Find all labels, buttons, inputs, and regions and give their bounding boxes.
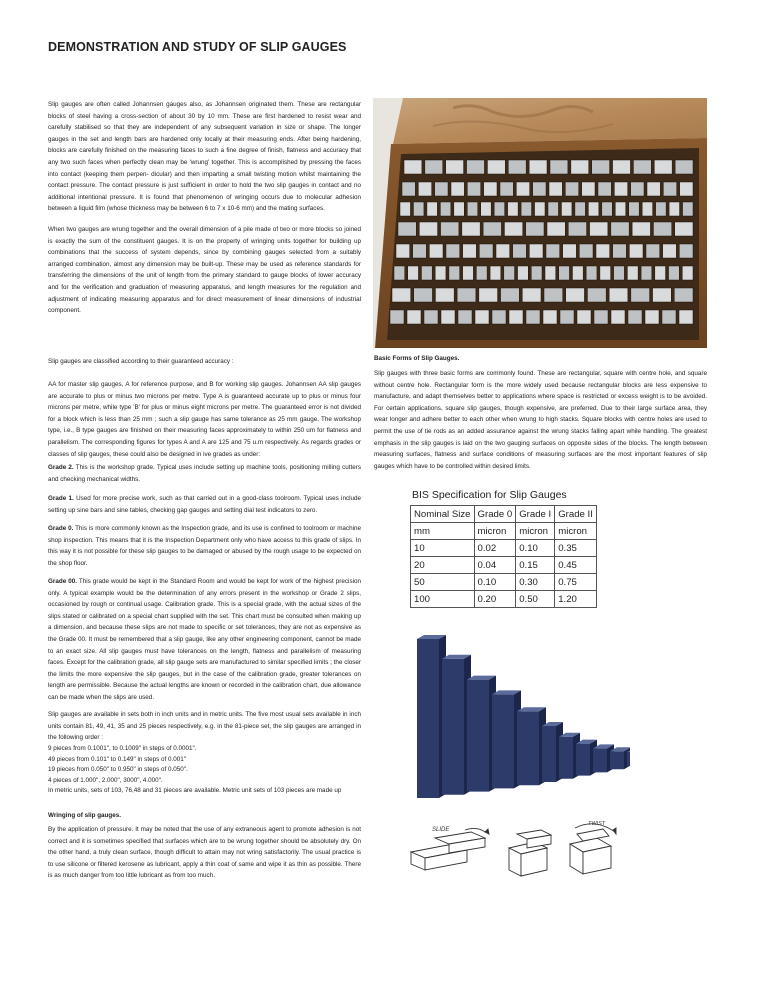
table-cell: 10	[411, 540, 475, 557]
wringing-paragraph: By the application of pressure. It may be noted that the use of any extraneous agent to promote adhesion is not correct and it is sometimes specified that surfaces which are to be wrung together should be absolutely dry. On the other hand, a truly clean surface, though difficult to attain may not wring satisfactorily. The usual practice is to use silicone or filtered kerosene as lubricant, apply a thin coat of same and wipe it as thin as possible. There is as much danger from too little lubricant as from too much.	[48, 826, 361, 880]
table-cell: 0.75	[555, 574, 597, 591]
table-row	[411, 591, 597, 608]
table-cell: 0.10	[474, 574, 516, 591]
table-cell: 50	[411, 574, 475, 591]
table-header-row	[411, 506, 597, 523]
bis-spec-table	[410, 505, 597, 608]
bis-table-title: BIS Specification for Slip Gauges	[412, 489, 567, 501]
table-cell: 0.35	[555, 540, 597, 557]
accuracy-paragraph: AA for master slip gauges, A for reference purpose, and B for working slip gauges. Johannsen AA slip gauges are accurate to plus or minus two microns per metre. Type A is guaranteed accurate up to plus or minus four microns per metre, while type 'B' for plus or minus eight microns per metre. The guaranteed error is not divided for a block which is less than 25 mm ; such a slip gauge has same tolerance as 25 mm gauge. The workshop type, i.e., B type gauges are finished on their measuring faces approximately to within 250 um for flatness and parallelism. The corresponding figures for types A and A are 125 and 75 u.m respectively. As regards grades or classes of slip gauges, these could also be designed in ive grades as under:	[48, 381, 361, 458]
header-cell: Nominal Size	[411, 506, 475, 523]
table-cell: 0.10	[516, 540, 555, 557]
table-row	[411, 574, 597, 591]
slip-gauge-box-photo	[373, 98, 707, 348]
list-item: In metric units, sets of 103, 76,48 and 31 pieces are available. Metric unit sets of 103 pieces are made up	[48, 787, 342, 794]
table-cell: 0.50	[516, 591, 555, 608]
twist-label: TWIST	[588, 821, 606, 827]
table-cell: 1.20	[555, 591, 597, 608]
table-cell: 0.15	[516, 557, 555, 574]
grade-00-paragraph: Grade 00. This grade would be kept in the Standard Room and would be kept for work of the highest precision only. A typical example would be the determination of any errors present in the workshop or Grade 2 slips, occasioned by rough or continual usage. Calibration grade. This is a special grade, with the actual sizes of the slips stated or calibrated on a special chart supplied with the set. This chart must be consulted when making up a dimension, and because these slips are not made to specific or set tolerances, they are not as expensive as the Grade 00. It must be remembered that a slip gauge, like any other engineering component, cannot be made to an exact size. All slip gauges must have tolerances on the length, flatness and parallelism of measuring faces. Except for the calibration grade, all slip gauge sets are manufactured to similar specified limits ; the closer the limits the more expensive the slip gauges, but in the case of the calibration grade, greater tolerances on length are permissible. Because the actual lengths are known or recorded in the calibration chart, due allowance can be made when the slips are used.	[48, 578, 362, 701]
grade-1-paragraph: Grade 1. Used for more precise work, such as that carried out in a good-class toolroom. Typical uses include setting up sine bars and sine tables, checking gap gauges and setting dial test indicators to zero.	[48, 495, 362, 514]
page-title: DEMONSTRATION AND STUDY OF SLIP GAUGES	[48, 40, 347, 54]
table-cell: 0.04	[474, 557, 516, 574]
list-item: 4 pieces of 1.000", 2.000", 3000", 4.000".	[48, 776, 163, 784]
wringing-combination-paragraph: When two gauges are wrung together and the overall dimension of a pile made of two or more blocks so joined is exactly the sum of the constituent gauges. It is on the property of wringing units together for building up combinations that the success of system depends, since by combining gauges selected from a suitably arranged combination, almost any dimension may be built-up. These may be used as reference standards for transferring the dimensions of the unit of length from the primary standard to gauge blocks of lower accuracy and for the verification and graduation of measuring apparatus, and length measures for the regulation and adjustment of indicating measuring apparatus and for direct measurement of linear dimensions of industrial component.	[48, 226, 361, 315]
unit-cell: micron	[474, 523, 516, 540]
list-item: 49 pieces from 0.101" to 0.149" in steps of 0.001"	[48, 755, 186, 763]
slip-gauge-blocks-illustration	[415, 633, 630, 803]
list-item: 19 pieces from 0.050" to 0.950" in steps of 0.050".	[48, 766, 188, 773]
header-cell: Grade II	[555, 506, 597, 523]
grade-0-paragraph: Grade 0. This is more commonly known as the Inspection grade, and its use is confined to toolroom or machine shop inspection. This means that it is the Inspection Department only who have access to this grade of slips. In this way it is not possible for these slip gauges to be damaged or abused by the rough usage to be expected on the shop floor.	[48, 525, 361, 567]
table-cell: 0.20	[474, 591, 516, 608]
intro-paragraph: Slip gauges are often called Johannsen gauges also, as Johannsen originated them. These are rectangular blocks of steel having a cross-section of about 30 by 10 mm. These are first hardened to resist wear and carefully stabilised so that they are independent of any subsequent variation in size or shape. The longer gauges in the set and length bars are hardened only locally at their measuring ends. After being hardening, blocks are carefully finished on the measuring faces to such a fine degree of finish, flatness and accuracy that any two such faces when perfectly clean may be 'wrung' together. This is accomplished by pressing the faces into contact (keeping them perpen- dicular) and then imparting a small twisting motion whilst maintaining the contact pressure. The contact pressure is just sufficient in order to hold the two slip gauges in contact and no additional intentional pressure. It is found that phenomenon of wringing occurs due to molecular adhesion between a liquid film (whose thickness may be between 6 to 7 x 10-6 mm) and the mating surfaces.	[48, 101, 361, 213]
classification-intro: Slip gauges are classified according to their guaranteed accuracy :	[48, 358, 234, 365]
table-cell: 0.45	[555, 557, 597, 574]
unit-cell: micron	[516, 523, 555, 540]
wringing-diagram	[405, 820, 620, 895]
unit-cell: mm	[411, 523, 475, 540]
grade-2-paragraph: Grade 2. This is the workshop grade. Typical uses include setting up machine tools, positioning milling cutters and checking mechanical widths.	[48, 464, 361, 483]
table-row	[411, 540, 597, 557]
table-units-row	[411, 523, 597, 540]
header-cell: Grade I	[516, 506, 555, 523]
table-cell: 0.30	[516, 574, 555, 591]
basic-forms-paragraph: Slip gauges with three basic forms are commonly found. These are rectangular, square with centre hole, and square without centre hole. Rectangular form is the more widely used because rectangular blocks are less expensive to manufacture, and adapt themselves better to applications where space is restricted or excess weight is to be avoided. For certain applications, square slip gauges, though expensive, are preferred. Due to their large surface area, they wear longer and adhere better to each other when wrung to high stacks. Square blocks with centre holes are used to permit the use of tie rods as an added assurance against the wrung stacks falling apart while handling. The greatest emphasis in the slip gauges is laid on the two gauging surfaces on opposite sides of the blocks. The length between measuring surfaces, flatness and surface conditions of measuring surfaces are the most important features of slip gauges which have to be controlled within desired limits.	[374, 370, 707, 470]
wringing-heading: Wringing of slip gauges.	[48, 812, 121, 819]
header-cell: Grade 0	[474, 506, 516, 523]
basic-forms-heading: Basic Forms of Slip Gauges.	[374, 355, 460, 362]
slide-label: SLIDE	[432, 827, 450, 833]
piece-list	[48, 744, 378, 797]
sets-paragraph: Slip gauges are available in sets both in inch units and in metric units. The five most usual sets available in inch units contain 81, 49, 41, 35 and 25 pieces respectively, e.g. in the 81-piece set, the slip gauges are arranged in the following order :	[48, 711, 361, 742]
table-cell: 20	[411, 557, 475, 574]
unit-cell: micron	[555, 523, 597, 540]
table-row	[411, 557, 597, 574]
list-item: 9 pieces from 0.1001", to 0.1009" in steps of 0.0001".	[48, 745, 197, 752]
table-cell: 0.02	[474, 540, 516, 557]
table-cell: 100	[411, 591, 475, 608]
